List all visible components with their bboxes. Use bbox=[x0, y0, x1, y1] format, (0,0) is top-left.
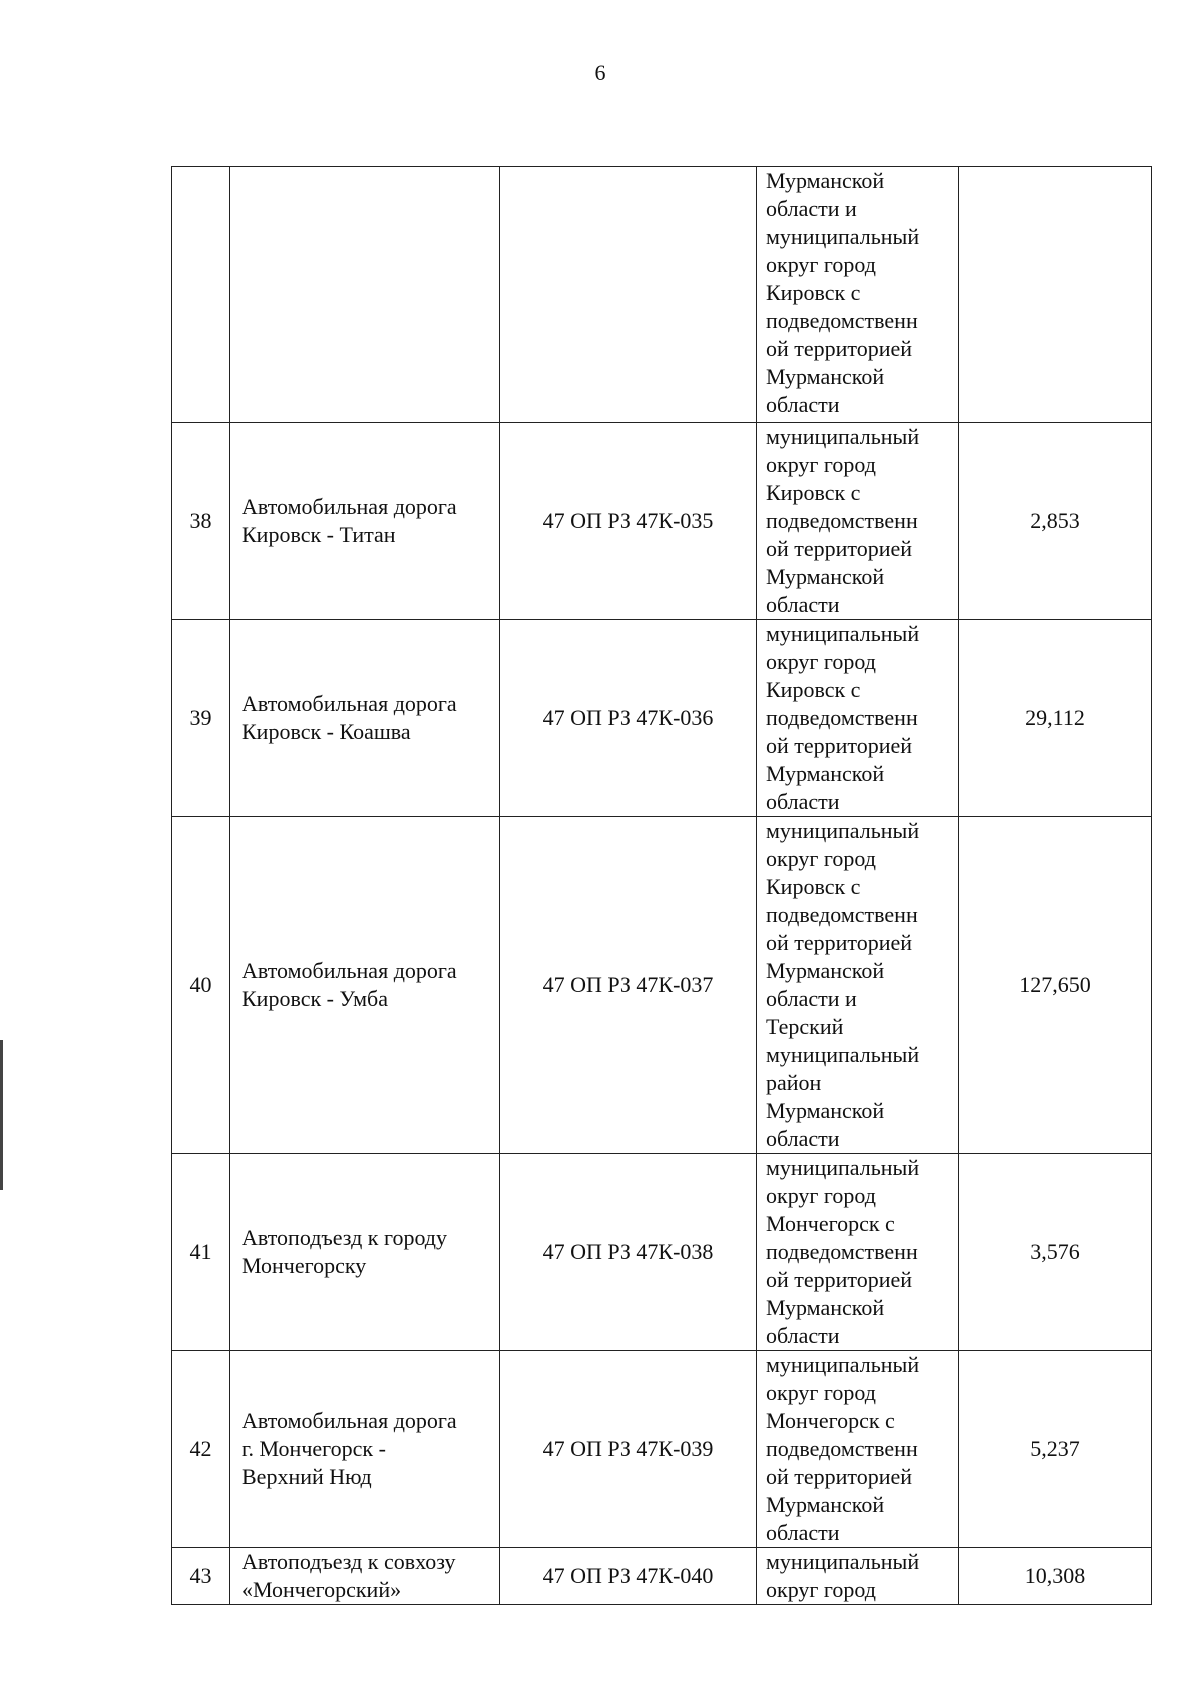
table-row bbox=[172, 1548, 1152, 1605]
territory-line: области bbox=[766, 392, 840, 417]
territory-line: ой территорией bbox=[766, 733, 913, 758]
territory-line: области bbox=[766, 789, 840, 814]
territory-line: муниципальный bbox=[766, 1549, 920, 1574]
road-length-cell bbox=[959, 167, 1152, 423]
territory-line: Кировск с bbox=[766, 280, 861, 305]
territory-line: подведомственн bbox=[766, 508, 918, 533]
territory-line: ой территорией bbox=[766, 1464, 913, 1489]
territory-line: Мурманской bbox=[766, 168, 885, 193]
territory-line: Кировск с bbox=[766, 480, 861, 505]
road-name-cell bbox=[230, 1154, 500, 1351]
territory-line: Мурманской bbox=[766, 958, 885, 983]
roads-table-body bbox=[172, 167, 1152, 1605]
road-name-cell bbox=[230, 1548, 500, 1605]
road-name-line: Автомобильная дорога bbox=[242, 958, 457, 983]
road-name-line: Мончегорску bbox=[242, 1253, 367, 1278]
territory-cell bbox=[757, 817, 959, 1154]
territory-line: муниципальный bbox=[766, 1352, 920, 1377]
territory-cell bbox=[757, 1548, 959, 1605]
road-id-code-cell: 47 ОП РЗ 47К-040 bbox=[500, 1548, 757, 1605]
table-row bbox=[172, 423, 1152, 620]
territory-line: подведомственн bbox=[766, 308, 918, 333]
road-length-cell: 2,853 bbox=[959, 423, 1152, 620]
road-name-line: Кировск - Умба bbox=[242, 986, 389, 1011]
road-length-cell: 5,237 bbox=[959, 1351, 1152, 1548]
table-row bbox=[172, 1351, 1152, 1548]
road-name-line: «Мончегорский» bbox=[242, 1577, 402, 1602]
road-id-code-cell: 47 ОП РЗ 47К-037 bbox=[500, 817, 757, 1154]
road-id-code-cell: 47 ОП РЗ 47К-035 bbox=[500, 423, 757, 620]
territory-line: подведомственн bbox=[766, 705, 918, 730]
territory-line: Мурманской bbox=[766, 564, 885, 589]
territory-line: подведомственн bbox=[766, 1239, 918, 1264]
territory-line: ой территорией bbox=[766, 536, 913, 561]
row-number-cell: 42 bbox=[172, 1351, 230, 1548]
row-number-cell bbox=[172, 167, 230, 423]
table-row bbox=[172, 620, 1152, 817]
territory-line: Мурманской bbox=[766, 1492, 885, 1517]
row-number-cell: 43 bbox=[172, 1548, 230, 1605]
roads-table bbox=[171, 166, 1152, 1605]
road-name-cell bbox=[230, 423, 500, 620]
territory-line: области bbox=[766, 592, 840, 617]
road-name-line: Кировск - Коашва bbox=[242, 719, 411, 744]
territory-line: округ город bbox=[766, 452, 876, 477]
territory-line: области bbox=[766, 1126, 840, 1151]
territory-line: Кировск с bbox=[766, 677, 861, 702]
territory-line: подведомственн bbox=[766, 902, 918, 927]
table-row bbox=[172, 167, 1152, 423]
road-id-code-cell: 47 ОП РЗ 47К-039 bbox=[500, 1351, 757, 1548]
road-name-line: Автомобильная дорога bbox=[242, 494, 457, 519]
scan-edge-mark bbox=[0, 1040, 3, 1190]
territory-line: округ город bbox=[766, 252, 876, 277]
road-id-code-cell: 47 ОП РЗ 47К-036 bbox=[500, 620, 757, 817]
territory-line: области и bbox=[766, 986, 857, 1011]
road-name-cell bbox=[230, 620, 500, 817]
territory-line: Мурманской bbox=[766, 761, 885, 786]
territory-line: ой территорией bbox=[766, 1267, 913, 1292]
road-name-cell bbox=[230, 1351, 500, 1548]
road-name-line: Автомобильная дорога bbox=[242, 691, 457, 716]
road-length-cell: 3,576 bbox=[959, 1154, 1152, 1351]
road-id-code-cell bbox=[500, 167, 757, 423]
territory-line: муниципальный bbox=[766, 424, 920, 449]
road-name-line: Автомобильная дорога bbox=[242, 1408, 457, 1433]
territory-line: Мончегорск с bbox=[766, 1408, 895, 1433]
road-name-line: Автоподъезд к городу bbox=[242, 1225, 448, 1250]
table-row bbox=[172, 817, 1152, 1154]
row-number-cell: 40 bbox=[172, 817, 230, 1154]
row-number-cell: 39 bbox=[172, 620, 230, 817]
territory-line: муниципальный bbox=[766, 621, 920, 646]
road-length-cell: 127,650 bbox=[959, 817, 1152, 1154]
territory-line: подведомственн bbox=[766, 1436, 918, 1461]
road-name-line: Верхний Нюд bbox=[242, 1464, 372, 1489]
territory-line: район bbox=[766, 1070, 822, 1095]
territory-line: ой территорией bbox=[766, 336, 913, 361]
road-id-code-cell: 47 ОП РЗ 47К-038 bbox=[500, 1154, 757, 1351]
road-name-line: г. Мончегорск - bbox=[242, 1436, 386, 1461]
territory-line: области bbox=[766, 1323, 840, 1348]
territory-line: округ город bbox=[766, 846, 876, 871]
roads-table-wrapper bbox=[171, 166, 1152, 1605]
territory-line: Мурманской bbox=[766, 364, 885, 389]
territory-line: муниципальный bbox=[766, 1155, 920, 1180]
territory-line: Мурманской bbox=[766, 1098, 885, 1123]
row-number-cell: 38 bbox=[172, 423, 230, 620]
territory-cell bbox=[757, 423, 959, 620]
territory-line: Мончегорск с bbox=[766, 1211, 895, 1236]
territory-line: муниципальный bbox=[766, 224, 920, 249]
road-name-cell bbox=[230, 817, 500, 1154]
territory-line: округ город bbox=[766, 1183, 876, 1208]
road-name-line: Кировск - Титан bbox=[242, 522, 396, 547]
territory-cell bbox=[757, 167, 959, 423]
page-number: 6 bbox=[594, 60, 606, 85]
territory-cell bbox=[757, 1154, 959, 1351]
territory-line: муниципальный bbox=[766, 1042, 920, 1067]
territory-line: области и bbox=[766, 196, 857, 221]
territory-line: Мурманской bbox=[766, 1295, 885, 1320]
territory-line: Кировск с bbox=[766, 874, 861, 899]
territory-line: области bbox=[766, 1520, 840, 1545]
table-row bbox=[172, 1154, 1152, 1351]
row-number-cell: 41 bbox=[172, 1154, 230, 1351]
road-name-cell bbox=[230, 167, 500, 423]
road-length-cell: 29,112 bbox=[959, 620, 1152, 817]
road-length-cell: 10,308 bbox=[959, 1548, 1152, 1605]
territory-line: округ город bbox=[766, 1577, 876, 1602]
territory-line: округ город bbox=[766, 649, 876, 674]
territory-cell bbox=[757, 1351, 959, 1548]
territory-line: муниципальный bbox=[766, 818, 920, 843]
territory-line: округ город bbox=[766, 1380, 876, 1405]
territory-line: Терский bbox=[766, 1014, 844, 1039]
road-name-line: Автоподъезд к совхозу bbox=[242, 1549, 456, 1574]
territory-cell bbox=[757, 620, 959, 817]
territory-line: ой территорией bbox=[766, 930, 913, 955]
